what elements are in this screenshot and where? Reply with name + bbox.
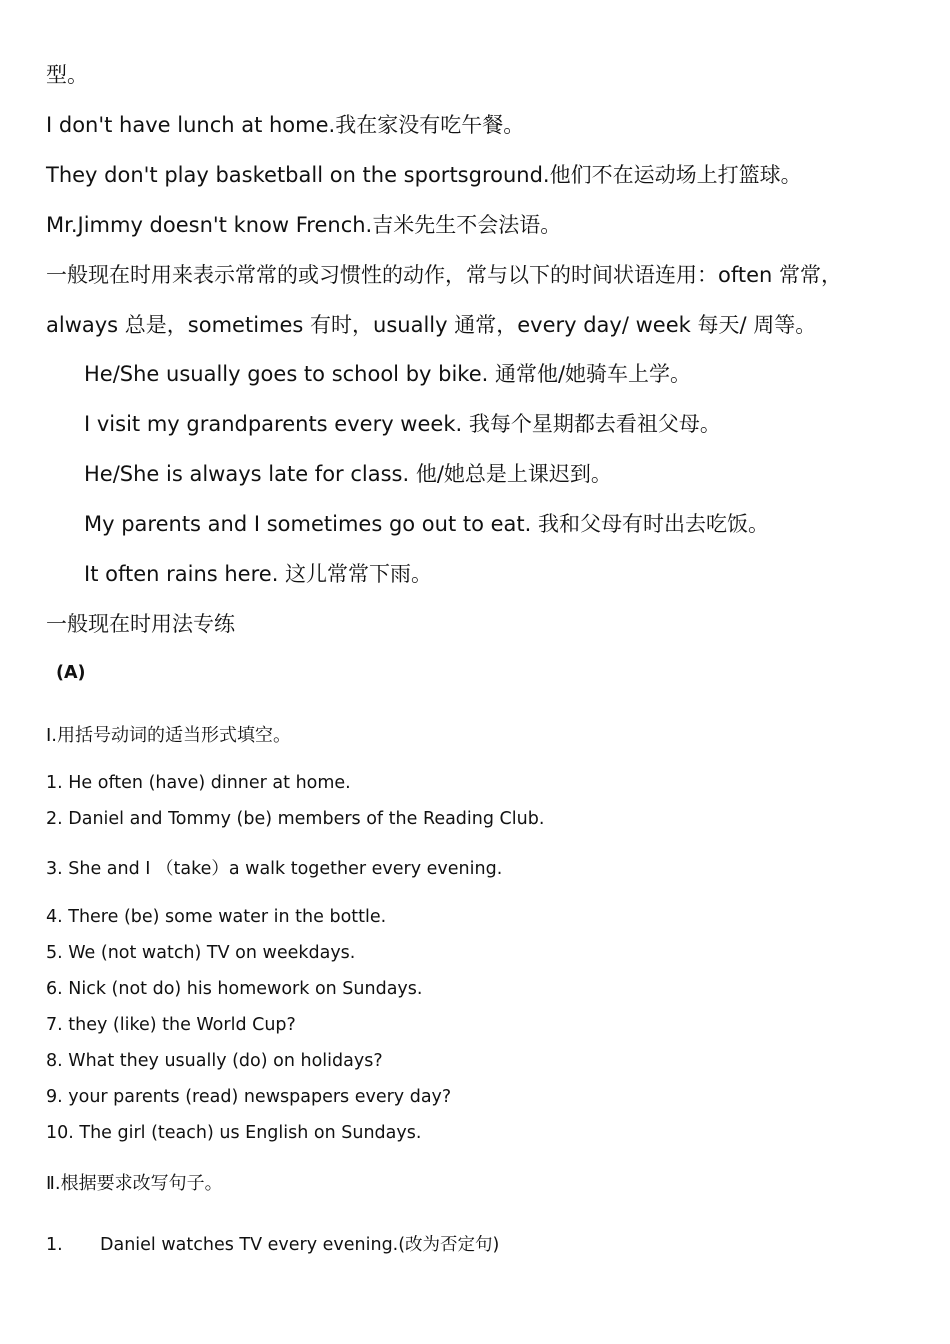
exercise-item-9: 9. your parents (read) newspapers every day? (46, 1087, 452, 1107)
example-adverb-4: My parents and I sometimes go out to eat. 我和父母有时出去吃饭。 (84, 512, 770, 536)
rule-line-2: always 总是，sometimes 有时，usually 通常，every day/ week 每天/ 周等。 (46, 313, 817, 337)
example-adverb-3: He/She is always late for class. 他/她总是上课迟到。 (84, 462, 612, 486)
text-fragment: 型。 (46, 63, 88, 87)
exercise-item-1: 1. He often (have) dinner at home. (46, 773, 351, 793)
rewrite-item-1-text: Daniel watches TV every evening.(改为否定句) (100, 1235, 500, 1255)
example-adverb-5: It often rains here. 这儿常常下雨。 (84, 562, 433, 586)
exercise-item-10: 10. The girl (teach) us English on Sundays. (46, 1123, 422, 1143)
rule-line-1: 一般现在时用来表示常常的或习惯性的动作，常与以下的时间状语连用：often 常常， (46, 263, 843, 287)
example-negative-2: They don't play basketball on the sportsground.他们不在运动场上打篮球。 (46, 163, 802, 187)
exercise-item-2: 2. Daniel and Tommy (be) members of the Reading Club. (46, 809, 545, 829)
part-a-label: (A) (56, 663, 86, 683)
exercise-item-3: 3. She and I （take）a walk together every evening. (46, 859, 503, 879)
rewrite-item-1-number: 1. (46, 1235, 63, 1255)
rewrite-item-1 (46, 1237, 499, 1255)
practice-title: 一般现在时用法专练 (46, 612, 235, 636)
exercise-item-7: 7. they (like) the World Cup? (46, 1015, 296, 1035)
exercise-item-5: 5. We (not watch) TV on weekdays. (46, 943, 356, 963)
exercise-item-8: 8. What they usually (do) on holidays? (46, 1051, 383, 1071)
section-2-title: Ⅱ.根据要求改写句子。 (46, 1173, 223, 1194)
example-adverb-2: I visit my grandparents every week. 我每个星期都去看祖父母。 (84, 412, 721, 436)
example-negative-3: Mr.Jimmy doesn't know French.吉米先生不会法语。 (46, 213, 562, 237)
exercise-item-4: 4. There (be) some water in the bottle. (46, 907, 387, 927)
example-adverb-1: He/She usually goes to school by bike. 通常他/她骑车上学。 (84, 362, 692, 386)
exercise-item-6: 6. Nick (not do) his homework on Sundays. (46, 979, 423, 999)
example-negative-1: I don't have lunch at home.我在家没有吃午餐。 (46, 113, 525, 137)
section-1-title: Ⅰ.用括号动词的适当形式填空。 (46, 725, 292, 746)
